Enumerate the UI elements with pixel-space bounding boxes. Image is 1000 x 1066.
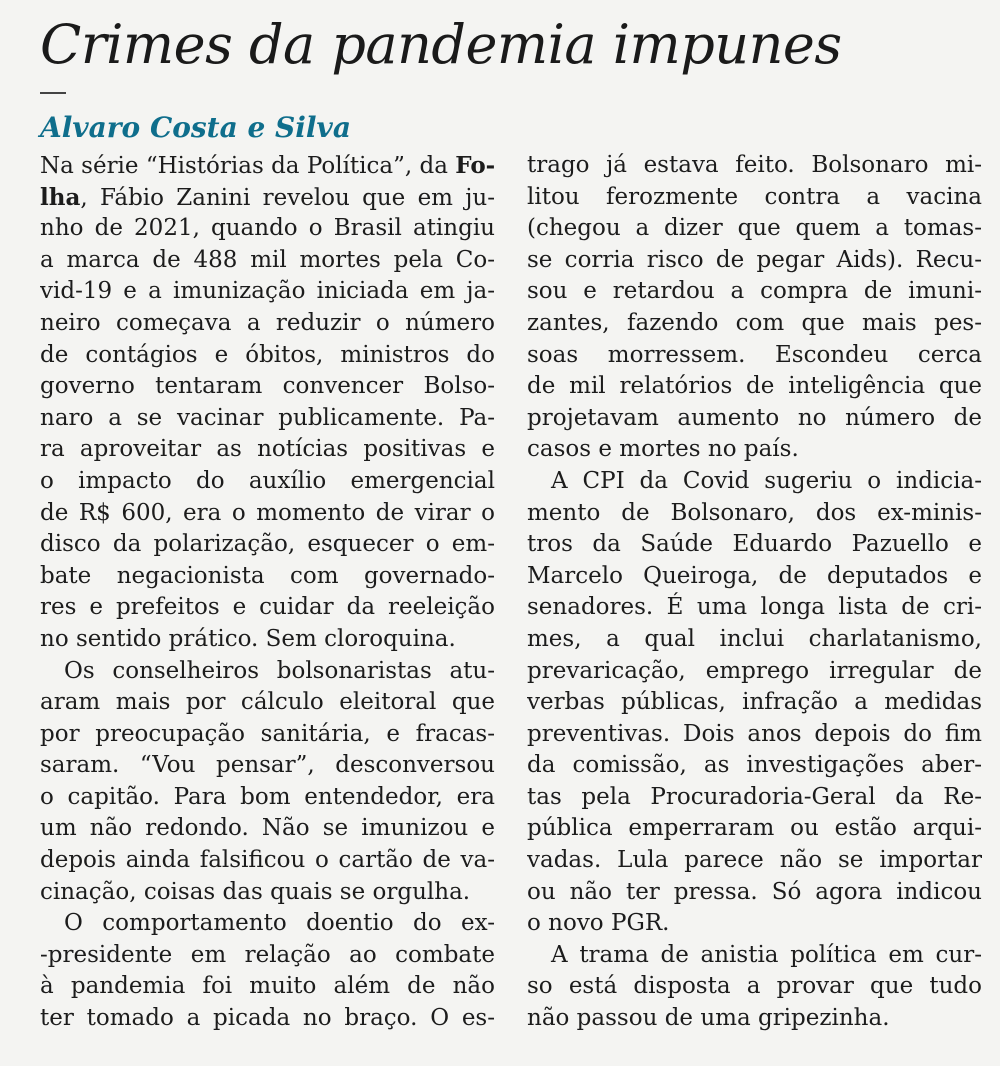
text-line: sou e retardou a compra de imuni- — [527, 278, 982, 305]
text-line: Na série “Histórias da Política”, da Fo- — [40, 152, 495, 179]
text-line: no sentido prático. Sem cloroquina. — [40, 625, 456, 652]
text-line: a marca de 488 mil mortes pela Co- — [40, 246, 495, 273]
text-line: senadores. É uma longa lista de cri- — [527, 594, 982, 621]
headline: Crimes da pandemia impunes — [40, 13, 842, 76]
author-byline: Alvaro Costa e Silva — [40, 111, 351, 144]
text-line: Os conselheiros bolsonaristas atu- — [64, 657, 495, 684]
text-line: tros da Saúde Eduardo Pazuello e — [527, 531, 982, 558]
text-line: saram. “Vou pensar”, desconversou — [40, 752, 495, 779]
byline-rule — [40, 92, 66, 94]
text-line: da comissão, as investigações aber- — [527, 752, 982, 779]
text-line: governo tentaram convencer Bolso- — [40, 373, 495, 400]
text-line: prevaricação, emprego irregular de — [527, 657, 982, 684]
text-line: A trama de anistia política em cur- — [551, 941, 982, 968]
text-line: lha, Fábio Zanini revelou que em ju- — [40, 183, 495, 211]
text-line: casos e mortes no país. — [527, 436, 799, 463]
text-line: vadas. Lula parece não se importar — [527, 847, 982, 874]
text-line: tas pela Procuradoria-Geral da Re- — [527, 783, 982, 810]
text-line: ter tomado a picada no braço. O es- — [40, 1005, 495, 1032]
text-line: o novo PGR. — [527, 910, 670, 937]
text-line: não passou de uma gripezinha. — [527, 1005, 890, 1032]
text-line: (chegou a dizer que quem a tomas- — [527, 215, 982, 242]
text-line: pública emperraram ou estão arqui- — [527, 815, 982, 842]
text-line: cinação, coisas das quais se orgulha. — [40, 878, 471, 905]
text-line: Marcelo Queiroga, de deputados e — [527, 562, 982, 589]
text-line: nho de 2021, quando o Brasil atingiu — [40, 215, 495, 242]
text-line: vid-19 e a imunização iniciada em ja- — [40, 278, 495, 305]
text-line: o impacto do auxílio emergencial — [40, 467, 495, 494]
text-line: zantes, fazendo com que mais pes- — [527, 309, 982, 336]
text-line: de mil relatórios de inteligência que — [527, 373, 982, 400]
text-line: o capitão. Para bom entendedor, era — [40, 783, 495, 810]
text-line: ra aproveitar as notícias positivas e — [40, 436, 495, 463]
text-line: naro a se vacinar publicamente. Pa- — [40, 404, 495, 431]
text-line: de contágios e óbitos, ministros do — [40, 341, 495, 368]
text-line: se corria risco de pegar Aids). Recu- — [527, 246, 982, 273]
text-line: litou ferozmente contra a vacina — [527, 183, 982, 210]
text-line: O comportamento doentio do ex- — [64, 910, 495, 937]
text-line: por preocupação sanitária, e fracas- — [40, 720, 495, 747]
text-line: soas morressem. Escondeu cerca — [527, 341, 982, 368]
text-line: so está disposta a provar que tudo — [527, 973, 982, 1000]
text-line: projetavam aumento no número de — [527, 404, 982, 431]
text-line: neiro começava a reduzir o número — [40, 309, 495, 336]
text-line: res e prefeitos e cuidar da reeleição — [40, 594, 495, 621]
text-line: ou não ter pressa. Só agora indicou — [527, 878, 982, 905]
text-line: -presidente em relação ao combate — [40, 941, 495, 968]
text-line: trago já estava feito. Bolsonaro mi- — [527, 152, 982, 178]
text-line: aram mais por cálculo eleitoral que — [40, 689, 495, 716]
text-line: depois ainda falsificou o cartão de va- — [40, 847, 495, 874]
article-column-1 — [40, 150, 495, 1035]
text-line: A CPI da Covid sugeriu o indicia- — [551, 467, 982, 494]
text-line: à pandemia foi muito além de não — [40, 973, 495, 1000]
text-line: de R$ 600, era o momento de virar o — [40, 499, 495, 526]
text-line: disco da polarização, esquecer o em- — [40, 531, 495, 558]
text-line: verbas públicas, infração a medidas — [527, 689, 982, 716]
article-column-2 — [527, 150, 982, 1035]
text-line: preventivas. Dois anos depois do fim — [527, 720, 982, 747]
text-line: mento de Bolsonaro, dos ex-minis- — [527, 499, 982, 526]
text-line: bate negacionista com governado- — [40, 562, 495, 589]
text-line: um não redondo. Não se imunizou e — [40, 815, 495, 842]
text-line: mes, a qual inclui charlatanismo, — [527, 625, 982, 652]
